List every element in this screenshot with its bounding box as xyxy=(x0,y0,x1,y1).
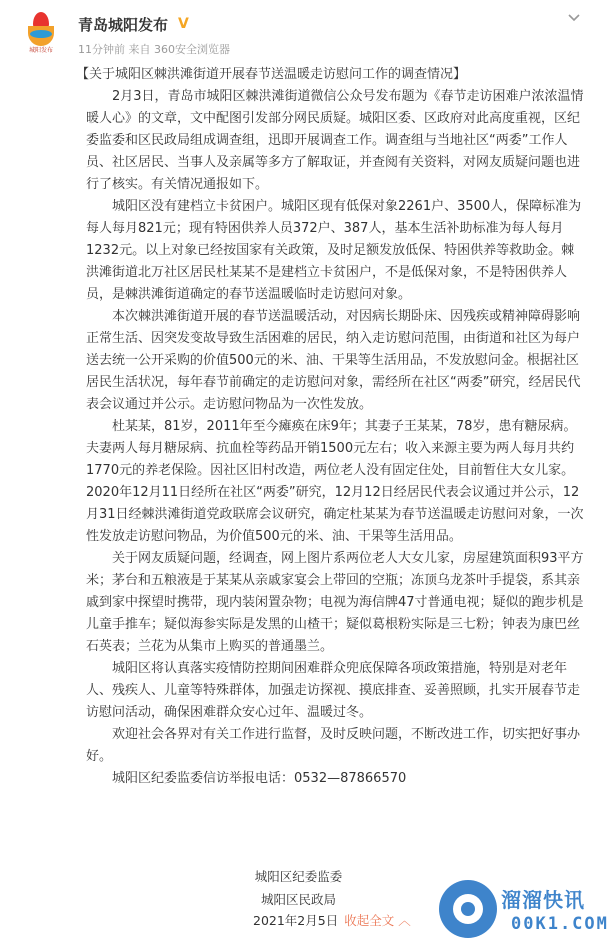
article-paragraph: 城阳区没有建档立卡贫困户。城阳区现有低保对象2261户、3500人，保障标准为每人每月821元；现有特困供养人员372户、387人，基本生活补助标准为每人每月1232元。以上对象已经按国家有关政策，及时足额发放低保、特困供养等救助金。棘洪滩街道北万社区居民杜某某不是建档立卡贫困户，不是低保对象，不是特困供养人员，是棘洪滩街道确定的春节送温暖临时走访慰问对象。 xyxy=(86,199,582,302)
chevron-down-icon[interactable] xyxy=(566,10,582,26)
article-title: 【关于城阳区棘洪滩街道开展春节送温暖走访慰问工作的调查情况】 xyxy=(76,67,467,82)
report-hotline: 城阳区纪委监委信访举报电话：0532—87866570 xyxy=(112,771,407,786)
avatar-caption: 城阳发布 xyxy=(28,47,53,54)
article-paragraph: 杜某某，81岁，2011年至今瘫痪在床9年；其妻子王某某，78岁，患有糖尿病。夫妻两人每月糖尿病、抗血栓等药品开销1500元左右；收入来源主要为两人每月共约1770元的养老保险。因社区旧村改造，两位老人没有固定住处，目前暂住大女儿家。2020年12月11日经所在社区“两委”研究，12月12日经居民代表会议通过并公示，12月31日经棘洪滩街道党政联席会议研究，确定杜某某为春节送温暖走访慰问对象，一次性发放走访慰问物品，为价值500元的米、油、干果等生活用品。 xyxy=(86,419,584,544)
signoff-org-2: 城阳区民政局 xyxy=(260,892,336,907)
caret-up-icon[interactable]: ︿ xyxy=(398,913,411,928)
signoff-date: 2021年2月5日 xyxy=(253,913,339,928)
watermark-domain: 00K1.COM xyxy=(511,914,609,934)
site-watermark xyxy=(437,878,609,942)
verified-badge-icon: V xyxy=(178,16,189,32)
article-paragraph: 2月3日，青岛市城阳区棘洪滩街道微信公众号发布题为《春节走访困难户浓浓温情暖人心》的文章，文中配图引发部分网民质疑。城阳区委、区政府对此高度重视，区纪委监委和区民政局组成调查组，迅即开展调查工作。调查组与当地社区“两委”工作人员、社区居民、当事人及亲属等多方了解取证，并查阅有关资料，对网友质疑问题也进行了核实。有关情况通报如下。 xyxy=(86,89,584,192)
collapse-text-link[interactable]: 收起全文 xyxy=(344,913,395,928)
article-paragraph: 城阳区将认真落实疫情防控期间困难群众兜底保障各项政策措施，特别是对老年人、残疾人、儿童等特殊群体，加强走访探视、摸底排查、妥善照顾，扎实开展春节走访慰问活动，确保困难群众安心过年、温暖过冬。 xyxy=(86,661,581,720)
post-meta: 11分钟前 来自 360安全浏览器 xyxy=(78,43,230,56)
watermark-title: 溜溜快讯 xyxy=(501,888,585,912)
article-paragraph: 欢迎社会各界对有关工作进行监督，及时反映问题，不断改进工作，切实把好事办好。 xyxy=(86,727,581,764)
avatar[interactable] xyxy=(20,10,60,54)
signoff-dateline xyxy=(253,911,411,929)
watermark-logo-icon xyxy=(439,880,497,938)
article-paragraph: 本次棘洪滩街道开展的春节送温暖活动，对因病长期卧床、因残疾或精神障碍影响正常生活、因突发变故导致生活困难的居民，纳入走访慰问范围，由街道和社区为每户送去统一公开采购的价值500元的米、油、干果等生活用品，不发放慰问金。根据社区居民生活状况，每年春节前确定的走访慰问对象，需经所在社区“两委”研究，经居民代表会议通过并公示。走访慰问物品为一次性发放。 xyxy=(86,309,581,412)
signoff-org-1: 城阳区纪委监委 xyxy=(254,869,343,884)
article-paragraph: 关于网友质疑问题，经调查，网上图片系两位老人大女儿家，房屋建筑面积93平方米；茅台和五粮液是于某某从亲戚家宴会上带回的空瓶；冻顶乌龙茶叶手提袋，系其亲戚到家中探望时携带，现内装闲置杂物；电视为海信牌47寸普通电视；疑似的跑步机是儿童手推车；疑似海参实际是发黑的山楂干；疑似葛根粉实际是三七粉；钟表为康巴丝石英表；兰花为从集市上购买的普通墨兰。 xyxy=(86,551,584,654)
avatar-wave-shape xyxy=(30,30,52,38)
post-body xyxy=(76,64,586,790)
post-header xyxy=(0,0,597,64)
account-name[interactable]: 青岛城阳发布 xyxy=(78,16,169,34)
